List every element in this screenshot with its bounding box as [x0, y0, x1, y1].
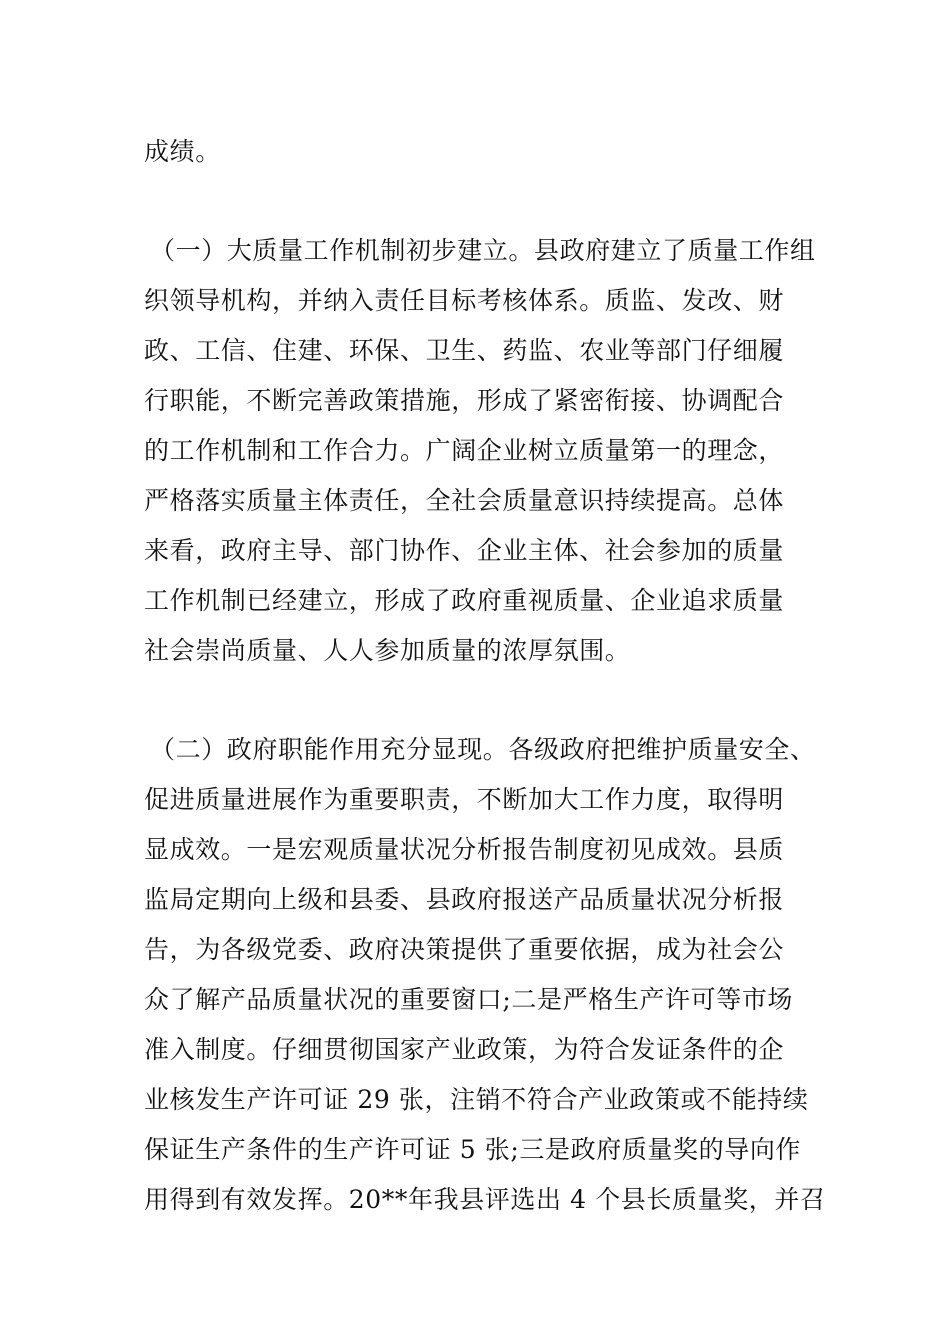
section1-line: 的工作机制和工作合力。广阔企业树立质量第一的理念，	[144, 436, 785, 465]
section1-line: 社会崇尚质量、人人参加质量的浓厚氛围。	[144, 636, 631, 665]
section1-line: 政、工信、住建、环保、卫生、药监、农业等部门仔细履	[144, 336, 785, 365]
section2-line: 显成效。一是宏观质量状况分析报告制度初见成效。县质	[144, 835, 785, 864]
section2-line: 保证生产条件的生产许可证 5 张;三是政府质量奖的导向作	[144, 1135, 802, 1164]
section2-line: 监局定期向上级和县委、县政府报送产品质量状况分析报	[144, 885, 785, 914]
section1-line: 工作机制已经建立，形成了政府重视质量、企业追求质量	[144, 586, 785, 615]
section2-line: 业核发生产许可证 29 张，注销不符合产业政策或不能持续	[144, 1085, 809, 1114]
intro-line: 成绩。	[144, 137, 221, 166]
section2-line: 促进质量进展作为重要职责，不断加大工作力度，取得明	[144, 785, 785, 814]
section1-line: （一）大质量工作机制初步建立。县政府建立了质量工作组	[150, 236, 816, 265]
section2-line: 用得到有效发挥。20**年我县评选出 4 个县长质量奖，并召	[144, 1185, 826, 1214]
section1-line: 织领导机构，并纳入责任目标考核体系。质监、发改、财	[144, 286, 785, 315]
section1-line: 严格落实质量主体责任，全社会质量意识持续提高。总体	[144, 486, 785, 515]
section2-line: （二）政府职能作用充分显现。各级政府把维护质量安全、	[150, 735, 816, 764]
section2-line: 众了解产品质量状况的重要窗口;二是严格生产许可等市场	[144, 985, 794, 1014]
section2-line: 准入制度。仔细贯彻国家产业政策，为符合发证条件的企	[144, 1035, 785, 1064]
section1-line: 来看，政府主导、部门协作、企业主体、社会参加的质量	[144, 536, 785, 565]
section2-line: 告，为各级党委、政府决策提供了重要依据，成为社会公	[144, 935, 785, 964]
section1-line: 行职能，不断完善政策措施，形成了紧密衔接、协调配合	[144, 386, 785, 415]
